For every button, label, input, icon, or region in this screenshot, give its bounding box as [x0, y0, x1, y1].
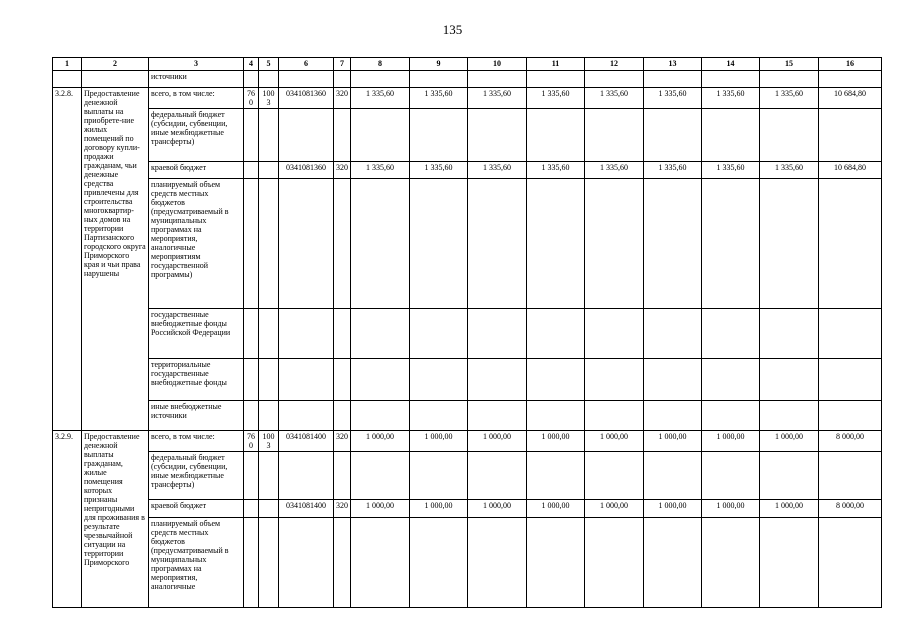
value-cell: 1 335,60	[527, 162, 585, 179]
column-header: 9	[410, 58, 468, 71]
value-cell: 1 000,00	[468, 500, 527, 518]
column-header: 3	[149, 58, 244, 71]
source-cell: краевой бюджет	[149, 162, 244, 179]
source-cell: источники	[149, 71, 244, 88]
code-cell: 0341081360	[279, 88, 334, 109]
value-cell: 1 335,60	[760, 88, 819, 109]
column-header: 5	[259, 58, 279, 71]
value-cell: 1 335,60	[410, 162, 468, 179]
table-row	[53, 71, 882, 88]
table-row	[53, 179, 882, 309]
value-cell: 1 335,60	[644, 162, 702, 179]
code-cell: 760	[244, 88, 259, 109]
value-cell: 1 335,60	[468, 162, 527, 179]
source-cell: всего, в том числе:	[149, 431, 244, 452]
table-row	[53, 431, 882, 452]
value-cell: 1 335,60	[410, 88, 468, 109]
value-cell: 1 335,60	[585, 88, 644, 109]
code-cell: 320	[334, 162, 351, 179]
item-name: Предоставление денежной выплаты на приобрете-ние жилых помещений по договору купли-продажи гражданам, чьи денежные средства привлечены для строительства многоквартир-ных домов на территории Партизанского городского округа Приморского края и чьи права нарушены	[82, 88, 149, 431]
value-cell: 1 000,00	[644, 431, 702, 452]
value-cell: 1 000,00	[527, 500, 585, 518]
table-row	[53, 518, 882, 608]
source-cell: планируемый объем средств местных бюджетов (предусматриваемый в муниципальных программах на мероприятия, аналогичные мероприятиям государственной программы)	[149, 179, 244, 309]
value-cell: 1 000,00	[527, 431, 585, 452]
source-cell: федеральный бюджет (субсидии, субвенции, иные межбюджетные трансферты)	[149, 452, 244, 500]
code-cell: 1003	[259, 431, 279, 452]
item-code: 3.2.9.	[53, 431, 82, 608]
source-cell: территориальные государственные внебюджетные фонды	[149, 359, 244, 401]
code-cell: 0341081400	[279, 500, 334, 518]
column-header: 16	[819, 58, 882, 71]
value-cell: 1 000,00	[410, 431, 468, 452]
column-header: 2	[82, 58, 149, 71]
value-cell: 1 335,60	[527, 88, 585, 109]
page-number: 135	[442, 22, 463, 37]
value-cell: 1 335,60	[351, 162, 410, 179]
total-cell: 8 000,00	[819, 431, 882, 452]
column-header: 7	[334, 58, 351, 71]
table-row	[53, 309, 882, 359]
value-cell: 1 000,00	[468, 431, 527, 452]
value-cell: 1 335,60	[585, 162, 644, 179]
value-cell: 1 000,00	[644, 500, 702, 518]
code-cell: 320	[334, 500, 351, 518]
column-header: 15	[760, 58, 819, 71]
item-code: 3.2.8.	[53, 88, 82, 431]
code-cell: 0341081360	[279, 162, 334, 179]
table-row	[53, 109, 882, 162]
table-row	[53, 359, 882, 401]
item-name: Предоставление денежной выплаты гражданам, жилые помещения которых признаны непригодными для проживания в результате чрезвычайной ситуации на территории Приморского	[82, 431, 149, 608]
table-row	[53, 401, 882, 431]
value-cell: 1 000,00	[410, 500, 468, 518]
total-cell: 10 684,80	[819, 162, 882, 179]
value-cell: 1 335,60	[644, 88, 702, 109]
value-cell: 1 000,00	[585, 431, 644, 452]
header-row	[53, 58, 882, 71]
value-cell: 1 000,00	[351, 500, 410, 518]
column-header: 1	[53, 58, 82, 71]
value-cell: 1 335,60	[702, 162, 760, 179]
budget-table	[52, 57, 882, 608]
value-cell: 1 000,00	[760, 500, 819, 518]
column-header: 4	[244, 58, 259, 71]
value-cell: 1 000,00	[585, 500, 644, 518]
column-header: 13	[644, 58, 702, 71]
source-cell: всего, в том числе:	[149, 88, 244, 109]
value-cell: 1 000,00	[760, 431, 819, 452]
column-header: 6	[279, 58, 334, 71]
column-header: 14	[702, 58, 760, 71]
code-cell: 760	[244, 431, 259, 452]
value-cell: 1 000,00	[702, 500, 760, 518]
value-cell: 1 000,00	[351, 431, 410, 452]
source-cell: иные внебюджетные источники	[149, 401, 244, 431]
table-row	[53, 162, 882, 179]
column-header: 12	[585, 58, 644, 71]
value-cell: 1 335,60	[702, 88, 760, 109]
value-cell: 1 335,60	[351, 88, 410, 109]
code-cell: 320	[334, 431, 351, 452]
value-cell: 1 000,00	[702, 431, 760, 452]
code-cell: 320	[334, 88, 351, 109]
source-cell: краевой бюджет	[149, 500, 244, 518]
code-cell: 0341081400	[279, 431, 334, 452]
value-cell: 1 335,60	[760, 162, 819, 179]
column-header: 8	[351, 58, 410, 71]
column-header: 11	[527, 58, 585, 71]
source-cell: федеральный бюджет (субсидии, субвенции, иные межбюджетные трансферты)	[149, 109, 244, 162]
total-cell: 10 684,80	[819, 88, 882, 109]
column-header: 10	[468, 58, 527, 71]
source-cell: планируемый объем средств местных бюджетов (предусматриваемый в муниципальных программах на мероприятия, аналогичные	[149, 518, 244, 608]
total-cell: 8 000,00	[819, 500, 882, 518]
table-row	[53, 88, 882, 109]
source-cell: государственные внебюджетные фонды Российской Федерации	[149, 309, 244, 359]
table-row	[53, 452, 882, 500]
value-cell: 1 335,60	[468, 88, 527, 109]
code-cell: 1003	[259, 88, 279, 109]
table-row	[53, 500, 882, 518]
